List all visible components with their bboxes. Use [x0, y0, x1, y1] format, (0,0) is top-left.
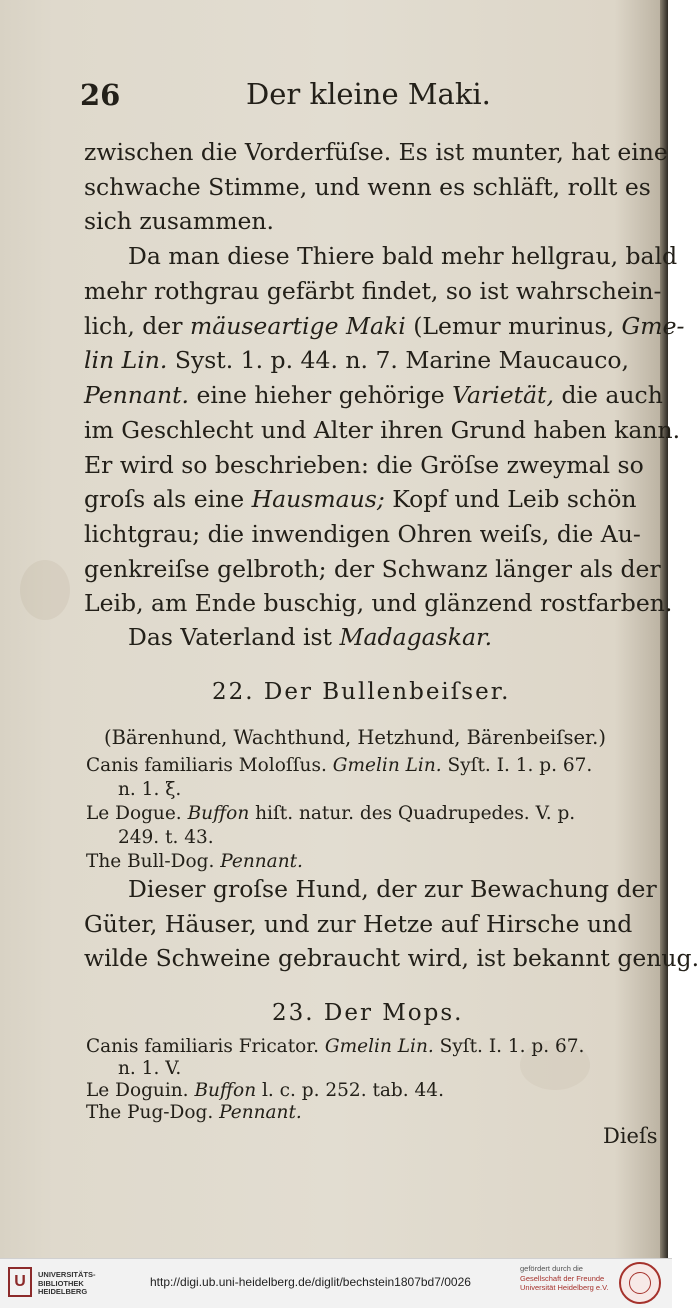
text-line: lichtgrau; die inwendigen Ohren weiſs, die Au- — [84, 520, 641, 548]
reference-line: n. 1. ξ. — [118, 779, 182, 800]
reference-line: Canis familiaris Moloſſus. Gmelin Lin. Syſt. I. 1. p. 67. — [86, 755, 593, 776]
viewer-footer — [0, 1258, 672, 1308]
reference-line: The Pug-Dog. Pennant. — [86, 1102, 302, 1123]
sponsor-text: gefördert durch die Gesellschaft der Freunde Universität Heidelberg e.V. — [520, 1264, 609, 1292]
text-line: Da man diese Thiere bald mehr hellgrau, bald — [128, 242, 678, 270]
reference-line: n. 1. V. — [118, 1058, 182, 1079]
reference-line: The Bull-Dog. Pennant. — [86, 851, 303, 872]
reference-line: Le Doguin. Buffon l. c. p. 252. tab. 44. — [86, 1080, 444, 1101]
text-line: wilde Schweine gebraucht wird, ist bekannt genug. — [84, 944, 699, 972]
text-line: Leib, am Ende buschig, und glänzend rostfarben. — [84, 589, 673, 617]
text-line: Pennant. eine hieher gehörige Varietät, die auch — [84, 381, 663, 409]
permalink-url[interactable]: http://digi.ub.uni-heidelberg.de/diglit/bechstein1807bd7/0026 — [150, 1275, 471, 1289]
text-line: mehr rothgrau gefärbt findet, so ist wahrschein- — [84, 277, 662, 305]
text-line: lin Lin. Syst. 1. p. 44. n. 7. Marine Maucauco, — [84, 346, 629, 374]
page-edge-shadow — [660, 0, 668, 1258]
section-heading: 22. Der Bullenbeiſser. — [212, 679, 511, 705]
library-name: UNIVERSITÄTS- BIBLIOTHEK HEIDELBERG — [38, 1270, 96, 1296]
text-line: genkreiſse gelbroth; der Schwanz länger als der — [84, 555, 661, 583]
reference-line: Le Dogue. Buffon hiſt. natur. des Quadrupedes. V. p. — [86, 803, 576, 824]
synonym-line: (Bärenhund, Wachthund, Hetzhund, Bärenbeiſser.) — [104, 726, 606, 749]
section-heading: 23. Der Mops. — [272, 1000, 464, 1026]
catchword: Dieſs — [603, 1124, 658, 1148]
text-line: zwischen die Vorderfüſse. Es ist munter, hat eine — [84, 138, 668, 166]
reference-line: 249. t. 43. — [118, 827, 214, 848]
library-logo[interactable]: U — [8, 1267, 32, 1297]
text-line: Er wird so beschrieben: die Gröſse zweymal so — [84, 451, 644, 479]
text-line: schwache Stimme, und wenn es schläft, rollt es — [84, 173, 651, 201]
text-line: Das Vaterland ist Madagaskar. — [128, 623, 493, 651]
university-seal-icon — [619, 1262, 661, 1304]
text-line: Dieser groſse Hund, der zur Bewachung der — [128, 875, 657, 903]
paper-stain — [20, 560, 70, 620]
reference-line: Canis familiaris Fricator. Gmelin Lin. Syſt. I. 1. p. 67. — [86, 1036, 585, 1057]
text-line: lich, der mäuseartige Maki (Lemur murinus, Gme- — [84, 312, 685, 340]
text-line: im Geschlecht und Alter ihren Grund haben kann. — [84, 416, 681, 444]
text-line: sich zusammen. — [84, 207, 275, 235]
text-line: groſs als eine Hausmaus; Kopf und Leib schön — [84, 485, 637, 513]
running-title: Der kleine Maki. — [246, 77, 491, 111]
page-number: 26 — [80, 78, 121, 112]
text-line: Güter, Häuser, und zur Hetze auf Hirsche und — [84, 910, 633, 938]
